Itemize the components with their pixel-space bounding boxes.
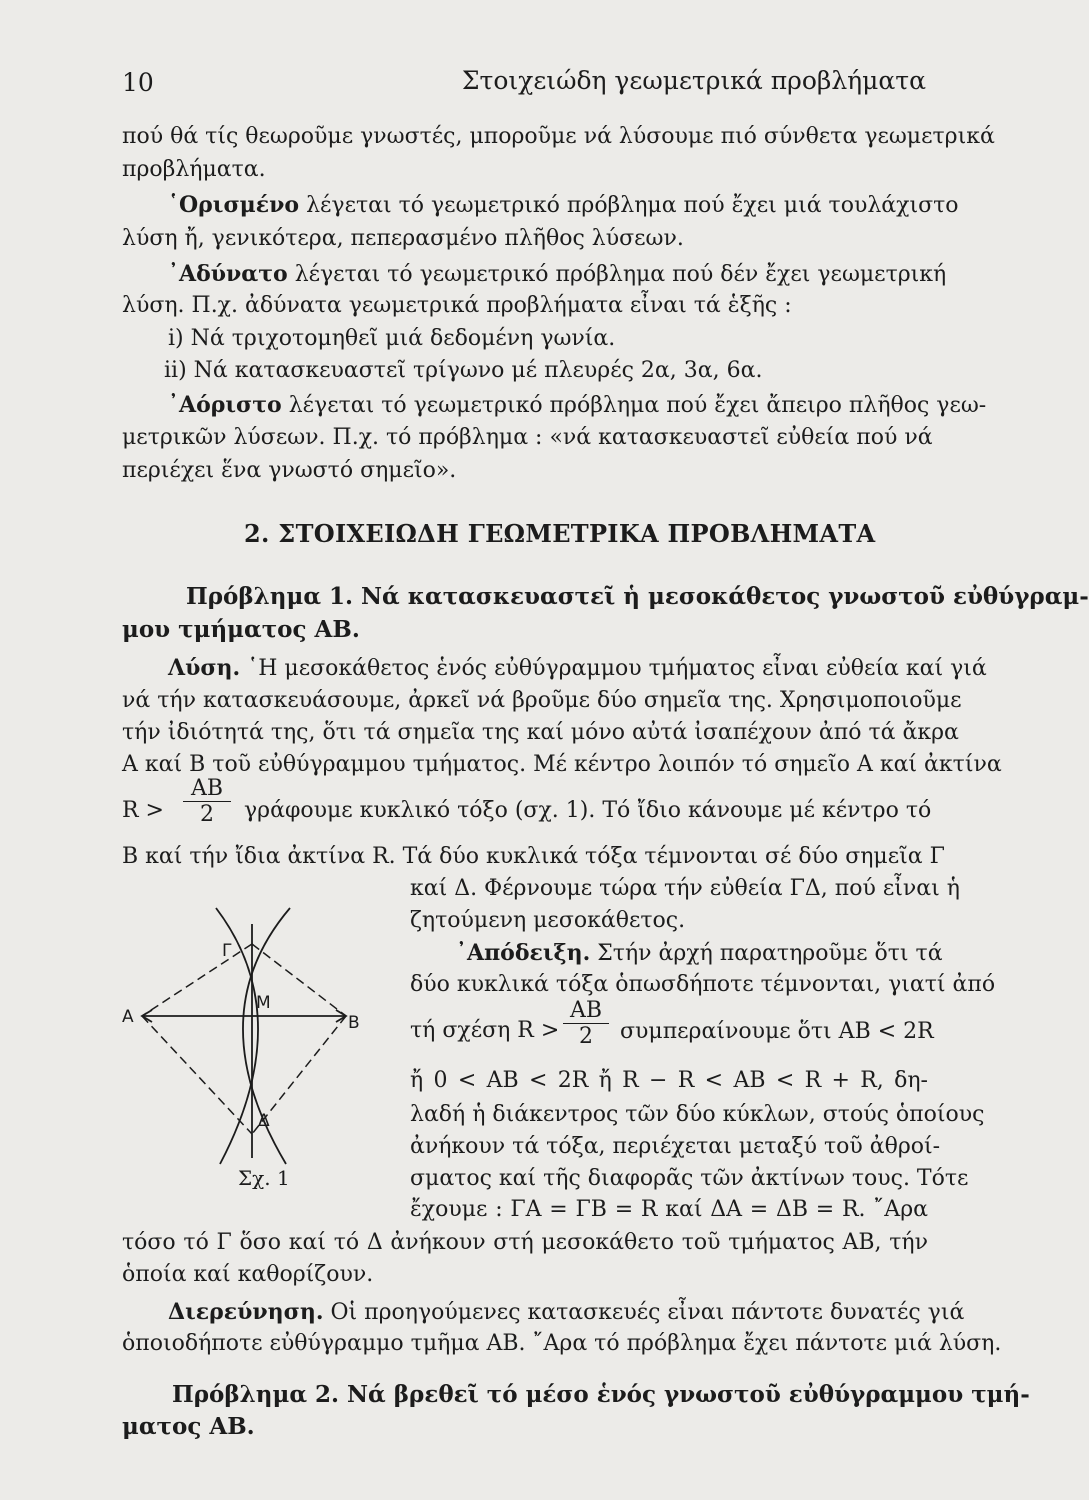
proof-line-7: σματος καί τῆς διαφορᾶς τῶν ἀκτίνων τους. Τότε [410,1166,969,1191]
problem1-line-1: Πρόβλημα 1. Νά κατασκευαστεῖ ἡ μεσοκάθετος γνωστοῦ εὐθύγραμ- [186,583,1089,610]
proof-relation-prefix: τή σχέση R > [410,1018,560,1043]
segment-da [142,1016,252,1134]
solution-frac-num: AB [190,776,224,801]
definite-text-1: λέγεται τό γεωμετρικό πρόβλημα πού ἔχει μιά τουλάχιστο [306,193,959,218]
proof-line-5: λαδή ἡ διάκεντρος τῶν δύο κύκλων, στούς ὁποίους [410,1102,985,1127]
discussion-text-1: Οἱ προηγούμενες κατασκευές εἶναι πάντοτε δυνατές γιά [330,1300,965,1325]
label-delta: Δ [258,1111,270,1131]
proof-text-1: Στήν ἀρχή παρατηροῦμε ὅτι τά [597,941,943,966]
section-title: 2. ΣΤΟΙΧΕΙΩΔΗ ΓΕΩΜΕΤΡΙΚΑ ΠΡΟΒΛΗΜΑΤΑ [244,519,876,548]
problem2-line-2: ματος ΑΒ. [122,1413,255,1440]
term-proof: ᾿Απόδειξη. [456,940,591,966]
proof-line-1 [456,938,943,969]
solution-fraction [183,776,231,827]
impossible-text-1: λέγεται τό γεωμετρικό πρόβλημα πού δέν ἔχει γεωμετρική [294,262,947,287]
indefinite-text-1: λέγεται τό γεωμετρικό πρόβλημα πού ἔχει ἄπειρο πλῆθος γεω- [288,393,987,418]
indefinite-line-3: περιέχει ἕνα γνωστό σημεῖο». [122,458,457,483]
solution-line-7: καί Δ. Φέρνουμε τώρα τήν εὐθεία ΓΔ, πού εἶναι ἡ [410,876,960,901]
problem1-line-2: μου τμήματος ΑΒ. [122,616,360,643]
impossible-item-2: ii) Νά κατασκευαστεῖ τρίγωνο μέ πλευρές 2α, 3α, 6α. [164,358,763,383]
label-b: Β [348,1013,360,1033]
proof-line-6: ἀνήκουν τά τόξα, περιέχεται μεταξύ τοῦ ἀθροί- [410,1134,941,1159]
figure-caption: Σχ. 1 [238,1166,290,1190]
solution-line-6: Β καί τήν ἴδια ἀκτίνα R. Τά δύο κυκλικά τόξα τέμνονται σέ δύο σημεῖα Γ [122,844,945,869]
discussion-line-2: ὁποιοδήποτε εὐθύγραμμο τμῆμα ΑΒ. ῎Αρα τό πρόβλημα ἔχει πάντοτε μιά λύση. [122,1331,1002,1356]
proof-frac-num: AB [569,998,603,1023]
solution-line-2: νά τήν κατασκευάσουμε, ἀρκεῖ νά βροῦμε δύο σημεῖα της. Χρησιμοποιοῦμε [122,688,962,713]
term-impossible: ᾿Αδύνατο [168,261,288,287]
solution-line-8: ζητούμενη μεσοκάθετος. [410,908,686,933]
definite-line-1 [168,190,959,221]
term-solution: Λύση. [168,655,241,681]
intro-line-2: προβλήματα. [122,157,266,182]
impossible-item-1: i) Νά τριχοτομηθεῖ μιά δεδομένη γωνία. [168,326,616,351]
problem2-line-1: Πρόβλημα 2. Νά βρεθεῖ τό μέσο ἑνός γνωστοῦ εὐθύγραμμου τμή- [172,1381,1030,1408]
proof-line-8: ἔχουμε : ΓΑ = ΓΒ = R καί ΔΑ = ΔΒ = R. ῎Αρα [410,1197,928,1222]
impossible-line-1 [168,259,947,290]
term-discussion: Διερεύνηση. [168,1299,324,1325]
proof-frac-den: 2 [579,1024,593,1049]
label-gamma: Γ [222,941,232,961]
proof-line-2: δύο κυκλικά τόξα ὁπωσδήποτε τέμνονται, γιατί ἀπό [410,972,996,997]
indefinite-line-1 [168,390,987,421]
running-title: Στοιχειώδη γεωμετρικά προβλήματα [461,66,926,95]
discussion-line-1 [168,1297,965,1328]
proof-line-9: τόσο τό Γ ὅσο καί τό Δ ἀνήκουν στή μεσοκάθετο τοῦ τμήματος ΑΒ, τήν [122,1230,928,1255]
label-m: Μ [256,993,271,1013]
solution-line-4: Α καί Β τοῦ εὐθύγραμμου τμήματος. Μέ κέντρο λοιπόν τό σημεῖο Α καί ἀκτίνα [122,752,1002,777]
solution-line-1 [168,653,987,684]
figure-1-diagram [118,896,398,1166]
solution-frac-den: 2 [200,802,214,827]
proof-fraction [563,998,609,1049]
page-number: 10 [122,68,154,97]
intro-line-1: πού θά τίς θεωροῦμε γνωστές, μποροῦμε νά λύσουμε πιό σύνθετα γεωμετρικά [122,124,995,149]
proof-line-10: ὁποία καί καθορίζουν. [122,1262,374,1287]
impossible-line-2: λύση. Π.χ. ἀδύνατα γεωμετρικά προβλήματα εἶναι τά ἑξῆς : [122,293,792,318]
solution-line-3: τήν ἰδιότητά της, ὅτι τά σημεῖα της καί μόνο αὐτά ἰσαπέχουν ἀπό τά ἄκρα [122,720,959,745]
solution-r-greater: R > [122,798,164,823]
solution-text-1: ῾Η μεσοκάθετος ἑνός εὐθύγραμμου τμήματος εἶναι εὐθεία καί γιά [247,656,987,681]
label-a: Α [122,1007,134,1027]
segment-ga [142,944,252,1016]
solution-line-5: γράφουμε κυκλικό τόξο (σχ. 1). Τό ἴδιο κάνουμε μέ κέντρο τό [244,798,932,823]
indefinite-line-2: μετρικῶν λύσεων. Π.χ. τό πρόβλημα : «νά κατασκευαστεῖ εὐθεία πού νά [122,425,933,450]
proof-line-3: συμπεραίνουμε ὅτι AB < 2R [620,1019,934,1044]
term-definite: ῾Ορισμένο [168,192,300,218]
term-indefinite: ᾿Αόριστο [168,392,282,418]
definite-line-2: λύση ἤ, γενικότερα, πεπερασμένο πλῆθος λύσεων. [122,226,684,251]
proof-line-4: ἤ 0 < AB < 2R ἤ R − R < AB < R + R, δη- [410,1068,928,1093]
